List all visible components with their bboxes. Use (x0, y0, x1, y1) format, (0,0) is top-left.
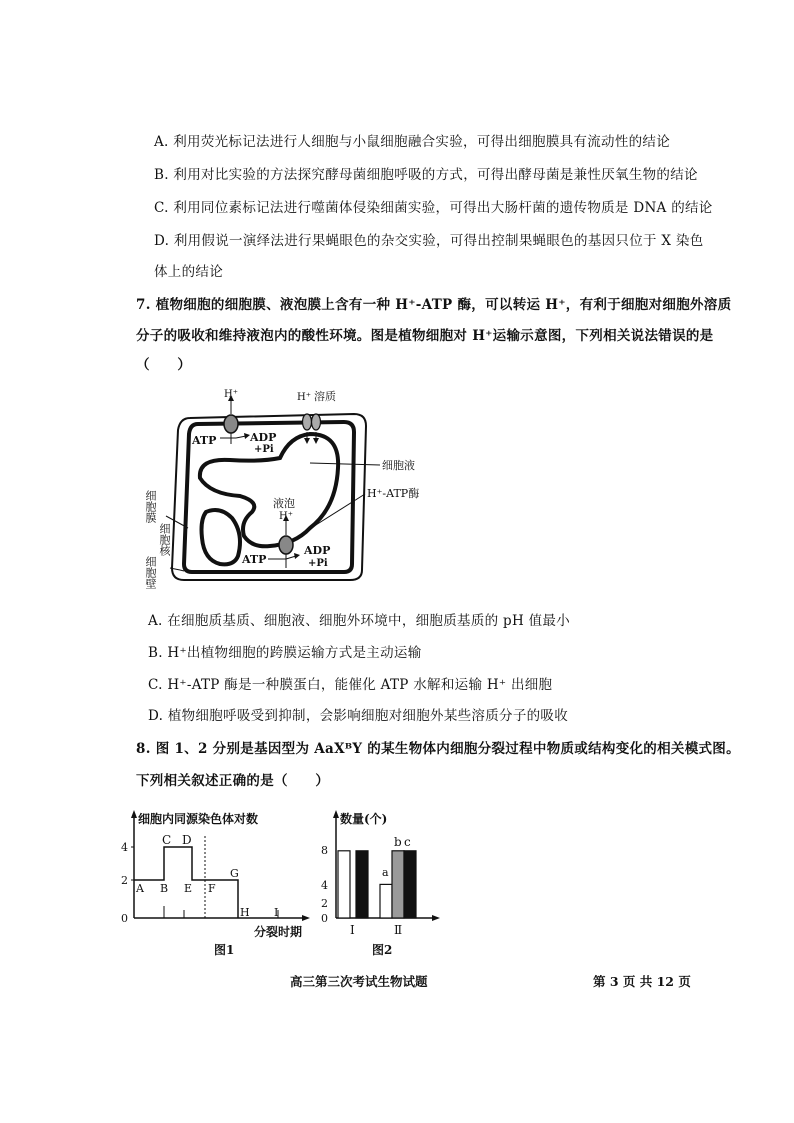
label-pi-bottom: +Pi (308, 558, 328, 569)
fig1-point-i: I (274, 906, 279, 919)
label-atp-top: ATP (192, 434, 217, 447)
q8-stem-line2: 下列相关叙述正确的是（ ） (136, 773, 330, 789)
figure-1-chart (118, 806, 318, 964)
q6-option-a: A. 利用荧光标记法进行人细胞与小鼠细胞融合实验，可得出细胞膜具有流动性的结论 (154, 134, 671, 150)
fig2-bar-4 (392, 851, 404, 918)
nucleus-shape (202, 510, 241, 564)
fig1-point-g: G (230, 867, 239, 880)
fig1-ytick-4: 4 (121, 841, 128, 854)
fig2-ytick-4: 4 (321, 879, 328, 892)
fig2-bar-1 (338, 851, 350, 918)
q7-option-b: B. H⁺出植物细胞的跨膜运输方式是主动运输 (148, 645, 422, 661)
fig2-ytick-2: 2 (321, 897, 328, 910)
fig1-xlabel: 分裂时期 (254, 925, 303, 939)
fig2-group-1: Ⅰ (350, 923, 355, 937)
fig2-group-2: Ⅱ (394, 923, 403, 937)
q7-stem-line1: 7. 植物细胞的细胞膜、液泡膜上含有一种 H⁺-ATP 酶，可以转运 H⁺，有利于细胞对细胞外溶质 (136, 297, 732, 313)
q6-option-c: C. 利用同位素标记法进行噬菌体侵染细菌实验，可得出大肠杆菌的遗传物质是 DNA 的结论 (154, 200, 713, 216)
cotransporter-left (303, 414, 312, 430)
label-h-top: H⁺ (224, 389, 238, 400)
label-vacuole: 液泡 (273, 497, 295, 510)
fig1-ytick-0: 0 (121, 912, 128, 925)
q6-option-b: B. 利用对比实验的方法探究酵母菌细胞呼吸的方式，可得出酵母菌是兼性厌氧生物的结论 (154, 167, 698, 183)
q7-stem-line2: 分子的吸收和维持液泡内的酸性环境。图是植物细胞对 H⁺运输示意图，下列相关说法错误的是 (136, 328, 714, 344)
fig1-ytick-2: 2 (121, 874, 128, 887)
fig2-bar-2 (356, 851, 368, 918)
q6-option-d: D. 利用假说一演绎法进行果蝇眼色的杂交实验，可得出控制果蝇眼色的基因只位于 X 染色 (154, 233, 704, 249)
fig2-bar-3 (380, 884, 392, 918)
fig2-ytick-8: 8 (321, 844, 328, 857)
h-atpase-pump-vacuole (279, 536, 293, 554)
figure-2-chart (318, 806, 448, 964)
fig1-caption: 图1 (214, 943, 235, 957)
q6-option-d-cont: 体上的结论 (154, 264, 223, 280)
label-cell-sap: 细胞液 (382, 459, 415, 472)
fig1-point-a: A (136, 882, 144, 895)
footer-page: 第 3 页 共 12 页 (593, 974, 691, 989)
fig2-bar-5 (404, 851, 416, 918)
fig2-bar-label-b: b (394, 835, 402, 849)
label-nucleus: 细胞核 (158, 523, 171, 556)
fig2-ytick-0: 0 (321, 912, 328, 925)
fig1-point-f: F (208, 882, 216, 895)
label-pi-top: +Pi (254, 444, 274, 455)
fig1-point-b: B (160, 882, 169, 895)
q7-option-d: D. 植物细胞呼吸受到抑制，会影响细胞对细胞外某些溶质分子的吸收 (148, 708, 569, 724)
h-atpase-pump-top (224, 415, 238, 433)
label-atp-bottom: ATP (242, 553, 267, 566)
q7-stem-line3: （ ） (136, 357, 192, 373)
label-membrane: 细胞膜 (144, 490, 157, 523)
q7-option-a: A. 在细胞质基质、细胞液、细胞外环境中，细胞质基质的 pH 值最小 (148, 613, 571, 629)
q8-stem-line1: 8. 图 1、2 分别是基因型为 AaXᴮY 的某生物体内细胞分裂过程中物质或结构变化的相关模式图。 (136, 741, 740, 757)
fig2-bar-label-a: a (382, 866, 389, 879)
label-solute: 溶质 (314, 390, 336, 403)
label-h-solute: H⁺ (297, 392, 311, 403)
plant-cell-figure (140, 388, 480, 598)
label-h-vacuole: H⁺ (279, 511, 293, 522)
fig1-point-d: D (182, 833, 192, 847)
label-enzyme: H⁺-ATP酶 (367, 487, 420, 500)
footer-title: 高三第三次考试生物试题 (290, 974, 428, 989)
fig2-caption: 图2 (372, 943, 393, 957)
label-wall: 细胞壁 (144, 556, 157, 589)
fig1-point-c: C (162, 833, 172, 847)
cotransporter-right (312, 414, 321, 430)
label-adp-top: ADP (250, 431, 277, 444)
fig1-ylabel: 细胞内同源染色体对数 (138, 812, 259, 826)
q7-option-c: C. H⁺-ATP 酶是一种膜蛋白，能催化 ATP 水解和运输 H⁺ 出细胞 (148, 677, 553, 693)
label-adp-bottom: ADP (304, 544, 331, 557)
fig1-point-e: E (184, 882, 193, 895)
fig1-point-h: H (240, 906, 250, 919)
fig2-bar-label-c: c (404, 835, 411, 849)
fig2-ylabel: 数量(个) (340, 812, 388, 826)
